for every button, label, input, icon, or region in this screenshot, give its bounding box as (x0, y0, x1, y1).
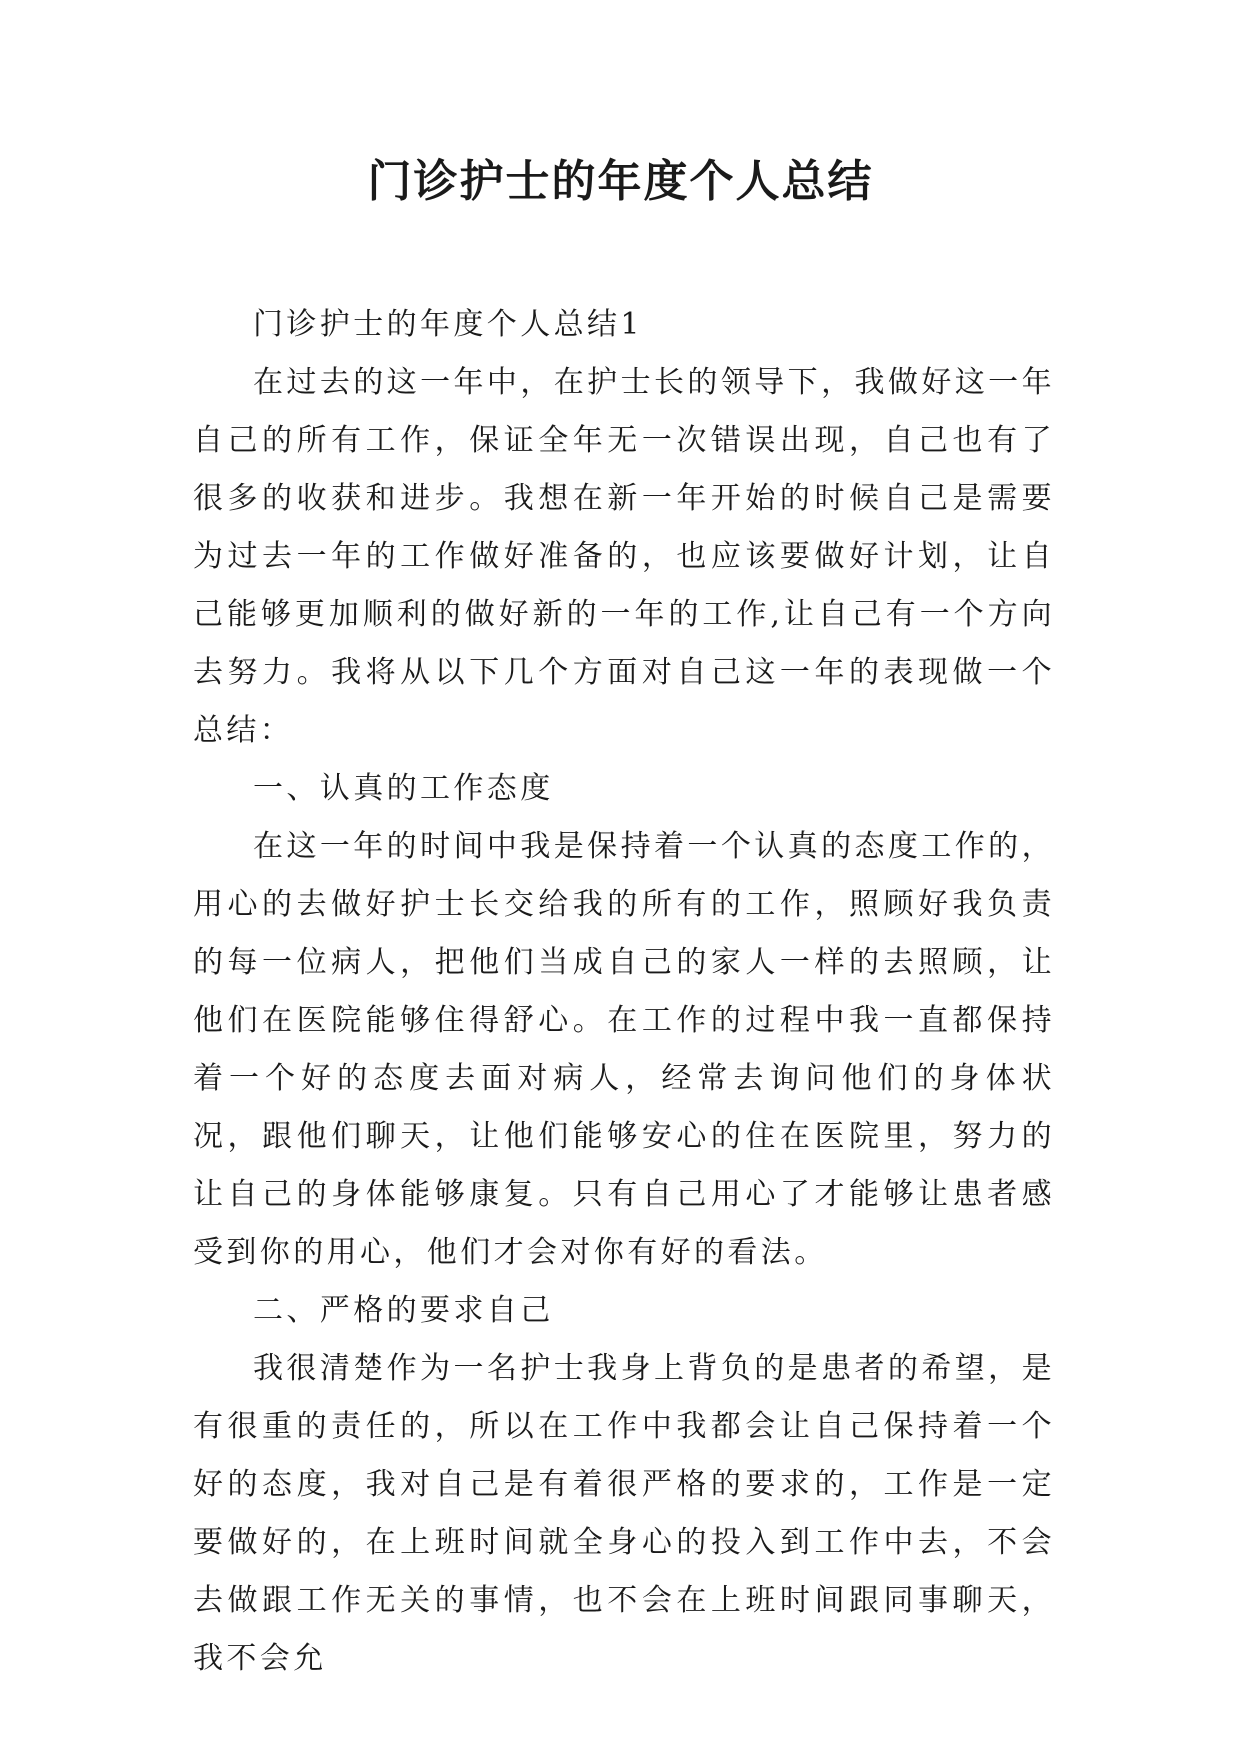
document-body (193, 296, 1055, 1688)
paragraph: 在过去的这一年中，在护士长的领导下，我做好这一年自己的所有工作，保证全年无一次错误出现，自己也有了很多的收获和进步。我想在新一年开始的时候自己是需要为过去一年的工作做好准备的，也应该要做好计划，让自己能够更加顺利的做好新的一年的工作,让自己有一个方向去努力。我将从以下几个方面对自己这一年的表现做一个总结： (193, 365, 1055, 748)
document-title: 门诊护士的年度个人总结 (367, 156, 874, 207)
section-heading: 门诊护士的年度个人总结1 (253, 307, 643, 342)
paragraph: 我很清楚作为一名护士我身上背负的是患者的希望，是有很重的责任的，所以在工作中我都会让自己保持着一个好的态度，我对自己是有着很严格的要求的，工作是一定要做好的，在上班时间就全身心的投入到工作中去，不会去做跟工作无关的事情，也不会在上班时间跟同事聊天，我不会允 (193, 1351, 1055, 1676)
section-heading: 二、严格的要求自己 (253, 1293, 554, 1328)
paragraph: 在这一年的时间中我是保持着一个认真的态度工作的，用心的去做好护士长交给我的所有的工作，照顾好我负责的每一位病人，把他们当成自己的家人一样的去照顾，让他们在医院能够住得舒心。在工作的过程中我一直都保持着一个好的态度去面对病人，经常去询问他们的身体状况，跟他们聊天，让他们能够安心的住在医院里，努力的让自己的身体能够康复。只有自己用心了才能够让患者感受到你的用心，他们才会对你有好的看法。 (193, 829, 1055, 1270)
section-heading: 一、认真的工作态度 (253, 771, 554, 806)
